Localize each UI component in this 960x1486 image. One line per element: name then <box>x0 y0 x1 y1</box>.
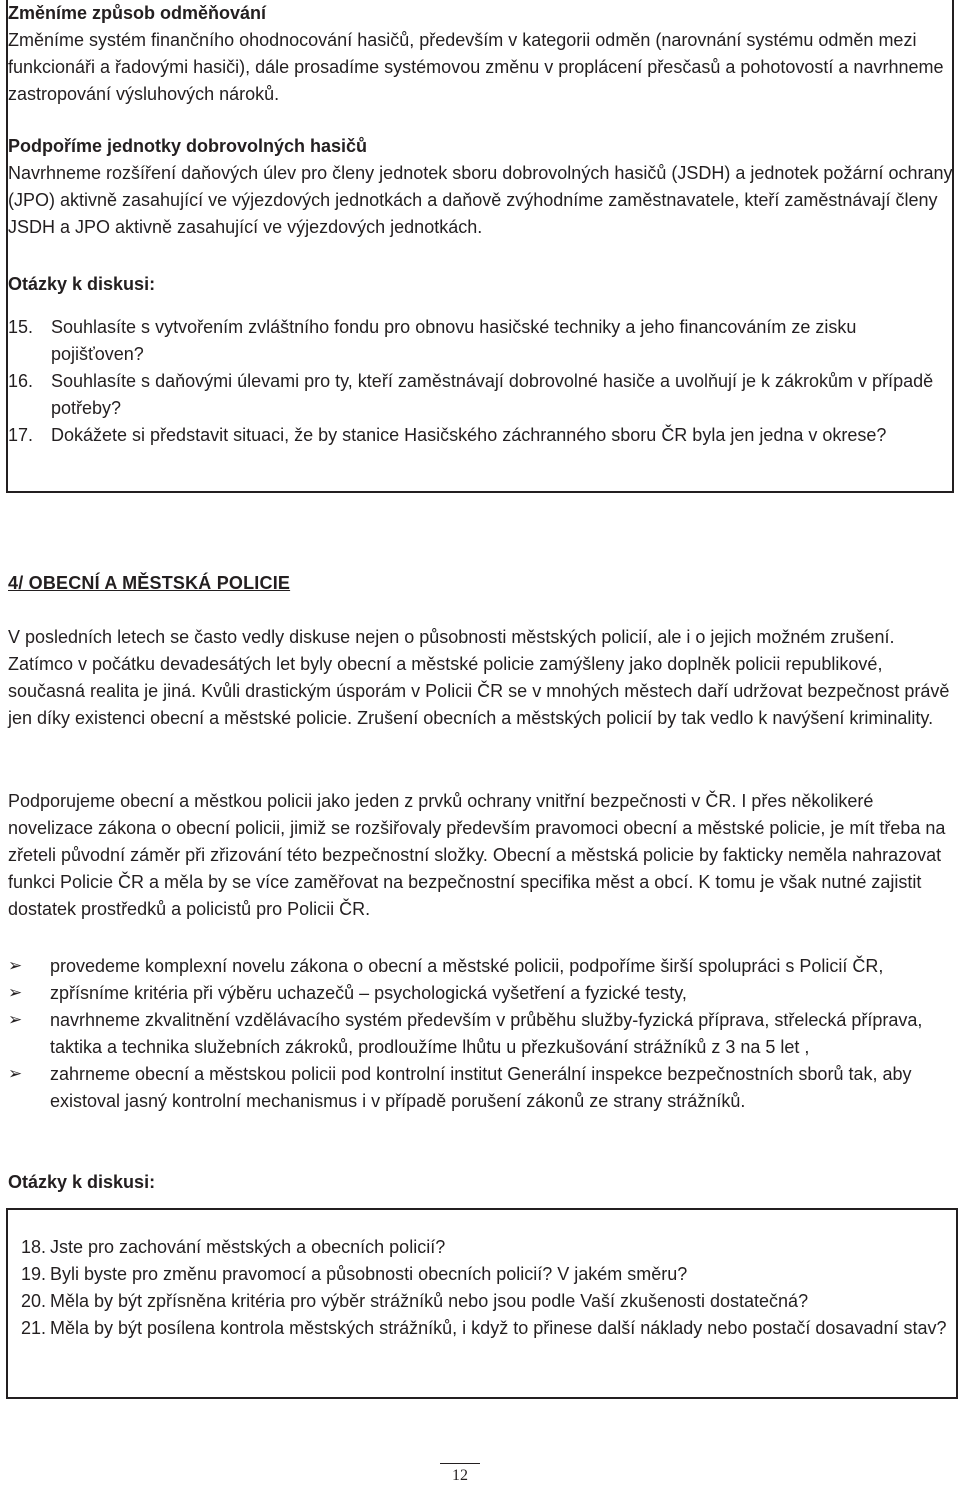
list-item <box>8 953 953 980</box>
arrow-bullet-icon: ➢ <box>8 956 23 976</box>
paragraph-rewards: Změníme systém finančního ohodnocování hasičů, především v kategorii odměn (narovnání systému odměn mezi funkcionáři a řadovými hasiči), dále prosadíme systémovou změnu v proplácení přesčasů a pohotovostí a navrhneme zastropování výsluhových nároků. <box>8 30 944 104</box>
list-item <box>21 1234 956 1261</box>
question-number: 15. <box>8 317 34 337</box>
paragraph-text: V posledních letech se často vedly diskuse nejen o působnosti městských policií, ale i o jejich možném zrušení. Zatímco v počátku devadesátých let byly obecní a městské policie zamýšleny jako doplněk policii republikové, současná realita je jiná. Kvůli drastickým úsporám v Policii ČR se v mnohých městech daří udržovat bezpečnost právě jen díky existenci obecní a městské policie. Zrušení obecních a městských policií by tak vedlo k navýšení kriminality. <box>8 627 950 728</box>
volunteer-section <box>8 133 953 241</box>
list-item <box>8 422 953 449</box>
police-paragraph-2 <box>8 788 953 923</box>
question-text: Měla by být zpřísněna kritéria pro výběr strážníků nebo jsou podle Vaší zkušenosti dostatečná? <box>50 1291 809 1311</box>
question-text: Souhlasíte s vytvořením zvláštního fondu pro obnovu hasičské techniky a jeho financováním ze zisku pojišťoven? <box>51 317 857 364</box>
arrow-bullet-icon: ➢ <box>8 1010 23 1030</box>
list-item <box>8 314 953 368</box>
bullet-text: zahrneme obecní a městskou policii pod kontrolní institut Generální inspekce bezpečnostních sborů tak, aby existoval jasný kontrolní mechanismus i v případě porušení zákonů ze strany strážníků. <box>50 1064 912 1111</box>
question-number: 20. <box>21 1291 47 1311</box>
question-list-2 <box>21 1234 956 1342</box>
list-item <box>8 1061 953 1115</box>
question-number: 16. <box>8 371 34 391</box>
heading-rewards: Změníme způsob odměňování <box>8 3 267 23</box>
paragraph-text: Podporujeme obecní a městkou policii jako jeden z prvků ochrany vnitřní bezpečnosti v ČR. I přes několikeré novelizace zákona o obecní policii, jimiž se rozšiřovaly především pravomoci obecní a městské policie, je mít třeba na zřeteli původní záměr při zřizování této bezpečnostní složky. Obecní a městská policie by fakticky neměla nahrazovat funkci Policie ČR a měla by se více zaměřovat na bezpečnostní specifika měst a obcí. K tomu je však nutné zajistit dostatek prostředků a policistů pro Policii ČR. <box>8 791 946 919</box>
list-item <box>21 1261 956 1288</box>
question-number: 21. <box>21 1318 47 1338</box>
police-bullets <box>8 953 953 1115</box>
question-text: Měla by být posílena kontrola městských strážníků, i když to přinese další náklady nebo postačí dosavadní stav? <box>50 1318 947 1338</box>
list-item <box>8 368 953 422</box>
arrow-bullet-icon: ➢ <box>8 983 23 1003</box>
arrow-bullet-icon: ➢ <box>8 1064 23 1084</box>
list-item <box>8 980 953 1007</box>
police-paragraph-1 <box>8 624 953 732</box>
questions-heading-1 <box>8 271 953 298</box>
section-title: 4/ OBECNÍ A MĚSTSKÁ POLICIE <box>8 573 291 593</box>
question-number: 17. <box>8 425 34 445</box>
question-list-1 <box>8 314 953 449</box>
question-number: 19. <box>21 1264 47 1284</box>
bullet-text: zpřísníme kritéria při výběru uchazečů – psychologická vyšetření a fyzické testy, <box>50 983 687 1003</box>
questions-heading-text: Otázky k diskusi: <box>8 274 156 294</box>
list-item <box>21 1315 956 1342</box>
bullet-text: provedeme komplexní novelu zákona o obecní a městské policii, podpoříme širší spolupráci s Policií ČR, <box>50 956 884 976</box>
questions-heading-2 <box>8 1169 953 1196</box>
question-number: 18. <box>21 1237 47 1257</box>
list-item <box>8 1007 953 1061</box>
question-text: Souhlasíte s daňovými úlevami pro ty, kteří zaměstnávají dobrovolné hasiče a uvolňují je k zákrokům v případě potřeby? <box>51 371 934 418</box>
list-item <box>21 1288 956 1315</box>
question-text: Dokážete si představit situaci, že by stanice Hasičského záchranného sboru ČR byla jen jedna v okrese? <box>51 425 887 445</box>
question-text: Byli byste pro změnu pravomocí a působnosti obecních policií? V jakém směru? <box>50 1264 688 1284</box>
bullet-text: navrhneme zkvalitnění vzdělávacího systém především v průběhu služby-fyzická příprava, střelecká příprava, taktika a technika služebních zákroků, prodloužíme lhůtu u přezkušování strážníků z 3 na 5 let , <box>50 1010 923 1057</box>
question-text: Jste pro zachování městských a obecních policií? <box>50 1237 446 1257</box>
paragraph-volunteers: Navrhneme rozšíření daňových úlev pro členy jednotek sboru dobrovolných hasičů (JSDH) a jednotek požární ochrany (JPO) aktivně zasahující ve výjezdových jednotkách a daňově zvýhodníme zaměstnavatele, kteří zaměstnávají členy JSDH a JPO aktivně zasahující ve výjezdových jednotkách. <box>8 163 953 237</box>
page-number: 12 <box>440 1463 480 1486</box>
reward-section <box>8 0 953 108</box>
heading-volunteers: Podpoříme jednotky dobrovolných hasičů <box>8 136 368 156</box>
questions-heading-text: Otázky k diskusi: <box>8 1172 156 1192</box>
